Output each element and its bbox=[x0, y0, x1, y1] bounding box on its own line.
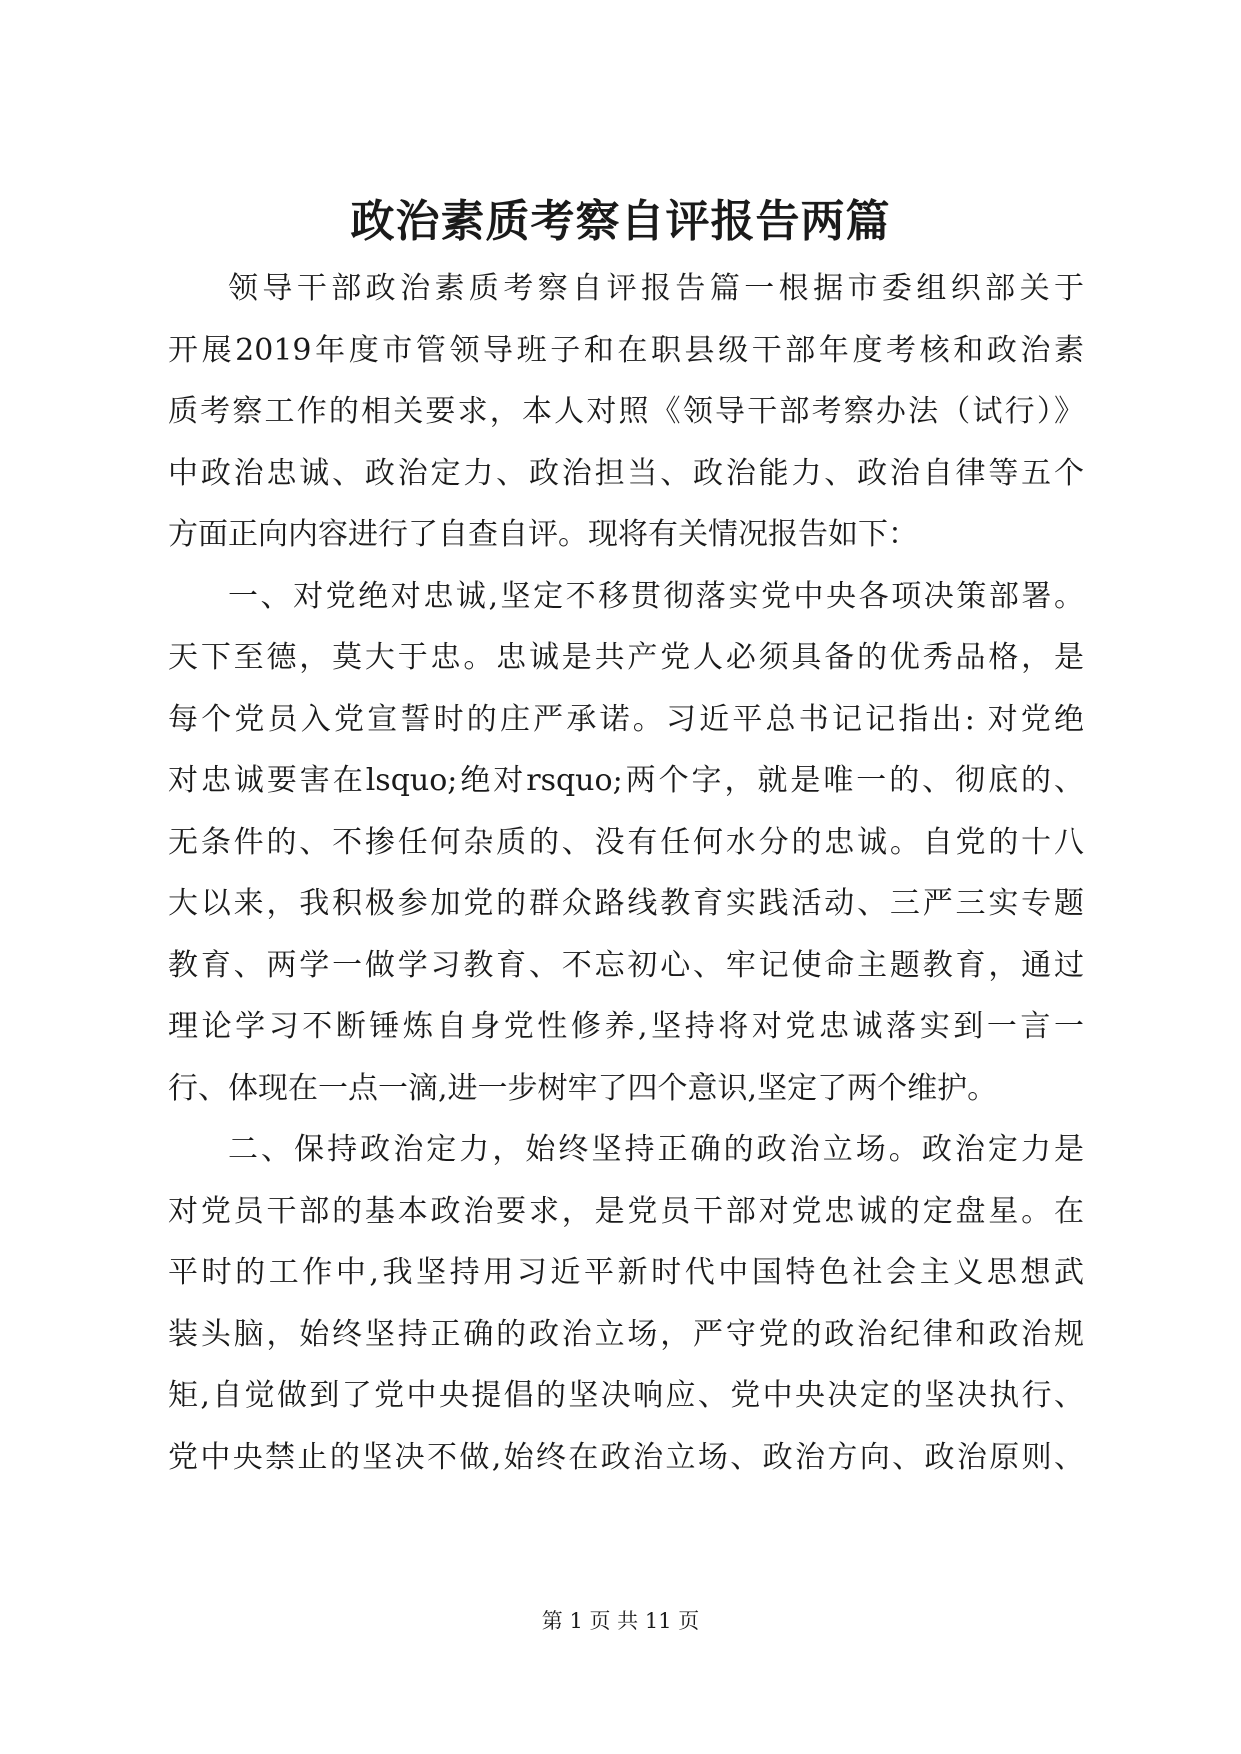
text-line: 质考察工作的相关要求，本人对照《领导干部考察办法（试行）》 bbox=[168, 394, 1084, 429]
text-line: 对党员干部的基本政治要求，是党员干部对党忠诚的定盘星。在 bbox=[168, 1193, 1084, 1229]
document-title: 政治素质考察自评报告两篇 bbox=[350, 196, 891, 247]
text-line: 党中央禁止的坚决不做,始终在政治立场、政治方向、政治原则、 bbox=[168, 1439, 1084, 1475]
text-line: 对忠诚要害在lsquo;绝对rsquo;两个字，就是唯一的、彻底的、 bbox=[168, 763, 1084, 798]
text-line: 方面正向内容进行了自查自评。现将有关情况报告如下： bbox=[168, 517, 918, 552]
text-line: 天下至德，莫大于忠。忠诚是共产党人必须具备的优秀品格，是 bbox=[168, 640, 1084, 675]
text-line: 开展2019年度市管领导班子和在职县级干部年度考核和政治素 bbox=[168, 332, 1084, 368]
text-line: 教育、两学一做学习教育、不忘初心、牢记使命主题教育，通过 bbox=[168, 947, 1084, 983]
text-line: 平时的工作中,我坚持用习近平新时代中国特色社会主义思想武 bbox=[168, 1255, 1084, 1290]
text-line: 行、体现在一点一滴,进一步树牢了四个意识,坚定了两个维护。 bbox=[168, 1070, 998, 1106]
text-line: 每个党员入党宣誓时的庄严承诺。习近平总书记记指出: 对党绝 bbox=[168, 701, 1084, 737]
text-line: 二、保持政治定力，始终坚持正确的政治立场。政治定力是 bbox=[228, 1132, 1084, 1167]
text-line: 理论学习不断锤炼自身党性修养,坚持将对党忠诚落实到一言一 bbox=[168, 1009, 1084, 1044]
text-line: 矩,自觉做到了党中央提倡的坚决响应、党中央决定的坚决执行、 bbox=[168, 1378, 1084, 1413]
text-line: 领导干部政治素质考察自评报告篇一根据市委组织部关于 bbox=[228, 271, 1084, 306]
text-line: 中政治忠诚、政治定力、政治担当、政治能力、政治自律等五个 bbox=[168, 455, 1084, 491]
document-body bbox=[168, 258, 1084, 1488]
text-line: 装头脑，始终坚持正确的政治立场，严守党的政治纪律和政治规 bbox=[168, 1316, 1084, 1352]
text-line: 一、对党绝对忠诚,坚定不移贯彻落实党中央各项决策部署。 bbox=[228, 578, 1084, 614]
text-line: 无条件的、不掺任何杂质的、没有任何水分的忠诚。自党的十八 bbox=[168, 824, 1084, 860]
page-number-footer: 第 1 页 共 11 页 bbox=[541, 1609, 700, 1633]
text-line: 大以来，我积极参加党的群众路线教育实践活动、三严三实专题 bbox=[168, 886, 1084, 921]
